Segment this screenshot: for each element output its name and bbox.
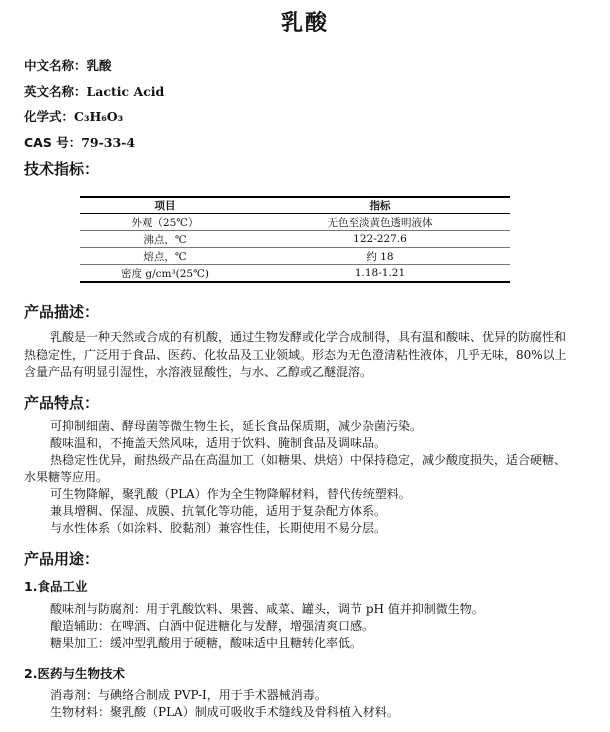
usage-medical-list [24,687,572,721]
features-heading: 产品特点： [24,394,100,412]
table-row [80,265,510,283]
spec-value-cell: 约 18 [250,248,510,265]
chinese-name-label: 中文名称： [24,58,87,73]
list-item: 兼具增稠、保湿、成膜、抗氧化等功能，适用于复杂配方体系。 [50,504,387,518]
cas-value: 79-33-4 [81,135,136,150]
list-item: 酸味剂与防腐剂：用于乳酸饮料、果酱、咸菜、罐头，调节 pH 值并抑制微生物。 [50,602,484,616]
spec-item-cell: 密度 g/cm³(25℃) [80,265,250,283]
table-row [80,214,510,231]
spec-header-item: 项目 [80,197,250,214]
list-item: 与水性体系（如涂料、胶黏剂）兼容性佳，长期使用不易分层。 [50,521,387,535]
list-item: 可抑制细菌、酵母菌等微生物生长，延长食品保质期，减少杂菌污染。 [50,419,423,433]
list-item: 热稳定性优异，耐热级产品在高温加工（如糖果、烘焙）中保持稳定，减少酸度损失，适合硬糖、水果糖等应用。 [24,453,567,484]
spec-value-cell: 无色至淡黄色透明液体 [250,214,510,231]
usage-section-title: 1.食品工业 [24,579,88,594]
formula-row [24,107,123,125]
list-item: 酿造辅助：在啤酒、白酒中促进糖化与发酵，增强清爽口感。 [50,619,375,633]
list-item: 消毒剂：与碘络合制成 PVP-I，用于手术器械消毒。 [50,688,327,702]
chinese-name-value: 乳酸 [86,58,112,73]
list-item: 生物材料：聚乳酸（PLA）制成可吸收手术缝线及骨科植入材料。 [50,705,399,719]
cas-label: CAS 号： [24,135,82,150]
list-item: 可生物降解，聚乳酸（PLA）作为全生物降解材料，替代传统塑料。 [50,487,411,501]
spec-item-cell: 外观（25℃） [80,214,250,231]
usage-section-title: 2.医药与生物技术 [24,666,125,681]
table-row [80,248,510,265]
spec-item-cell: 熔点，℃ [80,248,250,265]
english-name-label: 英文名称： [24,84,87,99]
list-item: 糖果加工：缓冲型乳酸用于硬糖，酸味适中且糖转化率低。 [50,636,363,650]
list-item: 酸味温和，不掩盖天然风味，适用于饮料、腌制食品及调味品。 [50,436,387,450]
usage-heading: 产品用途： [24,550,100,568]
description-heading: 产品描述： [24,303,100,321]
spec-value-cell: 122-227.6 [250,231,510,248]
formula-label: 化学式： [24,109,75,124]
spec-table [80,196,510,283]
cas-row [24,133,135,151]
english-name-row [24,82,164,100]
chinese-name-row [24,56,112,74]
table-row [80,231,510,248]
usage-food-list [24,601,572,652]
spec-item-cell: 沸点，℃ [80,231,250,248]
specs-heading: 技术指标： [24,160,100,178]
description-text: 乳酸是一种天然或合成的有机酸，通过生物发酵或化学合成制得，具有温和酸味、优异的防腐性和热稳定性，广泛用于食品、医药、化妆品及工业领域。形态为无色澄清粘性液体，几乎无味，80%以上含量产品有明显引湿性，水溶液显酸性，与水、乙醇或乙醚混溶。 [24,330,567,379]
english-name-value: Lactic Acid [86,84,165,99]
features-list [24,418,572,537]
spec-header-value: 指标 [250,197,510,214]
spec-value-cell: 1.18-1.21 [250,265,510,283]
page-title: 乳酸 [280,11,329,36]
spec-header-row [80,197,510,214]
formula-value: C₃H₆O₃ [74,109,124,124]
